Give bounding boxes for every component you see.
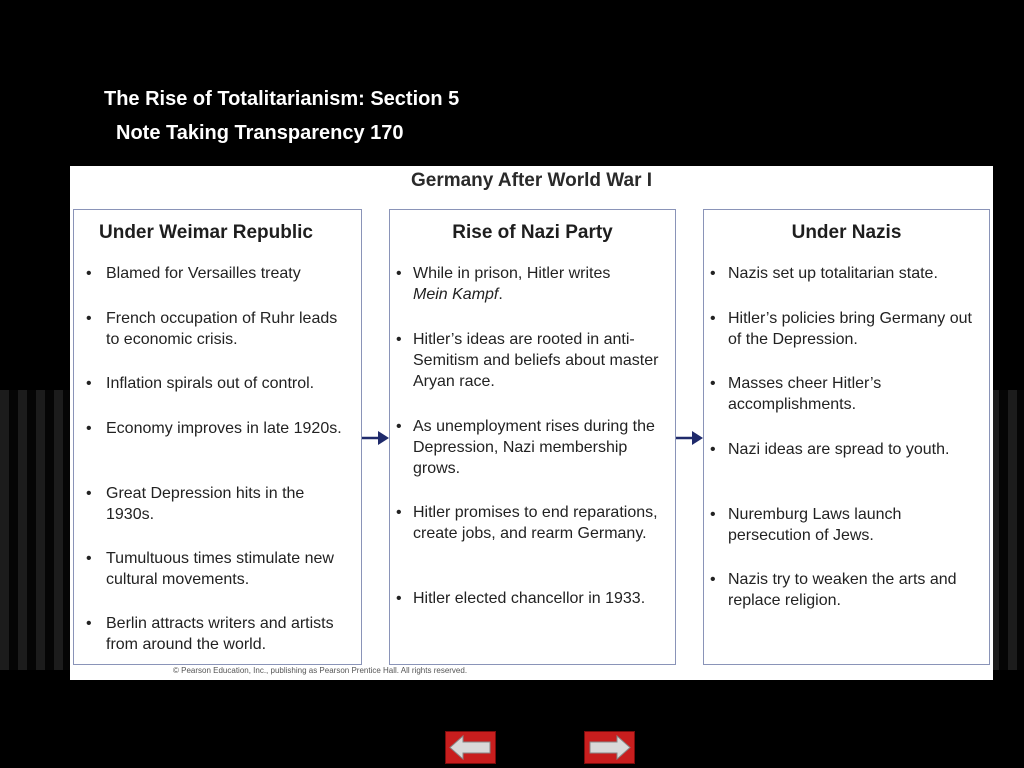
- list-item: • Great Depression hits in the 1930s.: [86, 485, 305, 523]
- list-item: • Hitler elected chancellor in 1933.: [396, 590, 646, 607]
- list-item: • Masses cheer Hitler’s accomplishments.: [710, 375, 882, 413]
- list-item: • Tumultuous times stimulate new cultural movements.: [86, 550, 334, 588]
- copyright-notice: © Pearson Education, Inc., publishing as Pearson Prentice Hall. All rights reserved.: [173, 666, 468, 675]
- slide-subtitle: Note Taking Transparency 170: [116, 122, 404, 144]
- list-item: • Hitler promises to end reparations, create jobs, and rearm Germany.: [396, 504, 658, 542]
- list-item: • As unemployment rises during the Depression, Nazi membership grows.: [396, 418, 655, 477]
- right-arrow-icon: [676, 428, 704, 448]
- list-item: • Blamed for Versailles treaty: [86, 265, 301, 282]
- right-arrow-icon: [362, 428, 390, 448]
- transparency-title: [70, 168, 993, 194]
- column-under-nazis: [703, 209, 990, 665]
- column-nazi-rise: [389, 209, 676, 665]
- column-heading: Under Nazis: [791, 222, 902, 243]
- list-item: • Inflation spirals out of control.: [86, 375, 315, 392]
- transparency-title-text: Germany After World War I: [410, 170, 653, 191]
- list-item: • Berlin attracts writers and artists from around the world.: [86, 615, 334, 653]
- list-item: • Hitler’s policies bring Germany out of the Depression.: [710, 310, 972, 348]
- list-item: • Nuremburg Laws launch persecution of Jews.: [710, 506, 902, 544]
- column-weimar: [73, 209, 362, 665]
- list-item: • Nazis try to weaken the arts and replace religion.: [710, 571, 957, 609]
- column-heading: Rise of Nazi Party: [452, 222, 613, 243]
- list-item: • Nazi ideas are spread to youth.: [710, 441, 950, 458]
- column-heading: Under Weimar Republic: [99, 222, 313, 243]
- list-item: • Nazis set up totalitarian state.: [710, 265, 938, 282]
- list-item: • French occupation of Ruhr leads to economic crisis.: [86, 310, 338, 348]
- left-arrow-icon: [446, 732, 495, 763]
- next-slide-button[interactable]: [584, 731, 635, 764]
- slide-title: The Rise of Totalitarianism: Section 5: [104, 88, 460, 110]
- list-item: • Hitler’s ideas are rooted in anti-Semitism and beliefs about master Aryan race.: [396, 331, 659, 390]
- list-item: • Economy improves in late 1920s.: [86, 420, 342, 437]
- right-arrow-icon: [585, 732, 634, 763]
- previous-slide-button[interactable]: [445, 731, 496, 764]
- book-title: Mein Kampf: [413, 286, 499, 303]
- transparency-panel: [70, 166, 993, 680]
- list-item: • While in prison, Hitler writes Mein Kampf.: [396, 265, 611, 303]
